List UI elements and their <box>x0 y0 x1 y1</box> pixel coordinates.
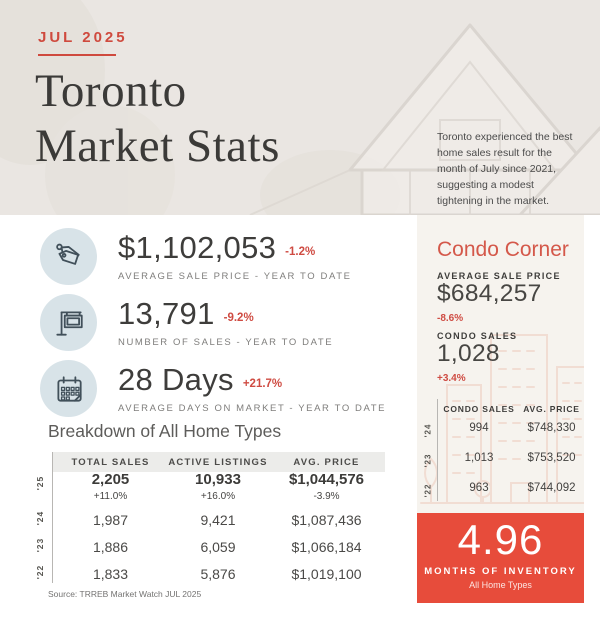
column-header-condo-sales: CONDO SALES <box>443 404 515 414</box>
avg-price-2024: $1,087,436 <box>291 512 362 528</box>
year-label: '25 <box>35 475 45 491</box>
condo-avg-price-change: -8.6% <box>437 313 464 324</box>
inventory-label: MONTHS OF INVENTORY <box>424 566 577 577</box>
column-header-total-sales: TOTAL SALES <box>71 456 150 468</box>
column-header-active-listings: ACTIVE LISTINGS <box>168 456 268 468</box>
table-row <box>53 539 385 555</box>
condo-avg-price-label: AVERAGE SALE PRICE <box>437 271 561 281</box>
active-listings-2025: 10,933 <box>195 471 241 488</box>
total-sales-2025: 2,205 <box>91 471 130 488</box>
market-summary-text: Toronto experienced the best home sales result for the month of July since 2021, suggesting a modest tightening in the market. <box>437 131 573 207</box>
condo-sales-2024: 994 <box>469 422 489 434</box>
date-underline <box>38 54 116 56</box>
active-listings-2023: 6,059 <box>200 539 236 555</box>
avg-price-2025-change: -3.9% <box>313 491 340 502</box>
condo-price-2023: $753,520 <box>527 452 576 464</box>
price-tags-icon <box>40 228 97 285</box>
condo-sales-change: +3.4% <box>437 373 466 384</box>
number-of-sales-value: 13,791 <box>118 296 215 331</box>
condo-avg-price-value: $684,257 <box>437 280 542 307</box>
table-row <box>53 512 385 528</box>
number-of-sales-change: -9.2% <box>223 312 254 324</box>
total-sales-2025-change: +11.0% <box>93 491 128 502</box>
year-label: '23 <box>423 453 433 468</box>
condo-corner-title: Condo Corner <box>437 238 569 261</box>
page-title <box>35 64 280 174</box>
days-on-market-change: +21.7% <box>242 378 283 390</box>
report-date: JUL 2025 <box>38 29 128 46</box>
stat-body <box>118 362 386 414</box>
for-sale-sign-icon <box>40 294 97 351</box>
year-label: '23 <box>35 537 45 553</box>
avg-price-2025: $1,044,576 <box>288 471 365 488</box>
stat-body <box>118 230 352 282</box>
number-of-sales-label: NUMBER OF SALES - YEAR TO DATE <box>118 337 334 348</box>
stat-average-sale-price <box>40 228 352 285</box>
condo-sales-2023: 1,013 <box>464 452 494 464</box>
page-title-line1: Toronto <box>35 65 187 117</box>
year-label: '22 <box>423 483 433 498</box>
inventory-value: 4.96 <box>457 516 544 563</box>
stat-days-on-market <box>40 360 386 417</box>
months-of-inventory-card <box>417 513 584 603</box>
days-on-market-label: AVERAGE DAYS ON MARKET - YEAR TO DATE <box>118 403 387 414</box>
year-label: '22 <box>35 564 45 580</box>
table-row <box>438 482 583 494</box>
source-credit: Source: TRREB Market Watch JUL 2025 <box>48 589 202 599</box>
avg-sale-price-label: AVERAGE SALE PRICE - YEAR TO DATE <box>118 271 352 282</box>
header <box>0 0 600 215</box>
active-listings-2022: 5,876 <box>200 566 236 582</box>
condo-corner-panel <box>417 215 584 513</box>
condo-table-header <box>438 404 583 414</box>
stat-body <box>118 296 333 348</box>
column-header-avg-price: AVG. PRICE <box>293 456 360 468</box>
total-sales-2024: 1,987 <box>92 512 129 528</box>
year-label: '24 <box>423 423 433 438</box>
condo-price-2022: $744,092 <box>527 482 576 494</box>
table-row <box>53 471 385 502</box>
condo-sales-2022: 963 <box>469 482 489 494</box>
avg-sale-price-change: -1.2% <box>285 246 316 258</box>
column-header-condo-avg-price: AVG. PRICE <box>523 404 580 414</box>
active-listings-2025-change: +16.0% <box>200 491 236 502</box>
avg-price-2023: $1,066,184 <box>291 539 362 555</box>
total-sales-2022: 1,833 <box>92 566 129 582</box>
stat-number-of-sales <box>40 294 333 351</box>
inventory-sublabel: All Home Types <box>469 580 532 590</box>
page-title-line2: Market Stats <box>35 120 280 172</box>
condo-sales-label: CONDO SALES <box>437 331 518 341</box>
total-sales-2023: 1,886 <box>92 539 129 555</box>
active-listings-2024: 9,421 <box>200 512 236 528</box>
table-row <box>438 452 583 464</box>
breakdown-table-header <box>53 452 385 472</box>
calendar-icon <box>40 360 97 417</box>
year-label: '24 <box>35 510 45 526</box>
table-row <box>438 422 583 434</box>
breakdown-title: Breakdown of All Home Types <box>48 421 282 441</box>
table-row <box>53 566 385 582</box>
avg-price-2022: $1,019,100 <box>291 566 362 582</box>
condo-price-2024: $748,330 <box>527 422 576 434</box>
avg-sale-price-value: $1,102,053 <box>118 230 277 265</box>
days-on-market-value: 28 Days <box>118 362 234 397</box>
condo-sales-value: 1,028 <box>437 340 500 367</box>
